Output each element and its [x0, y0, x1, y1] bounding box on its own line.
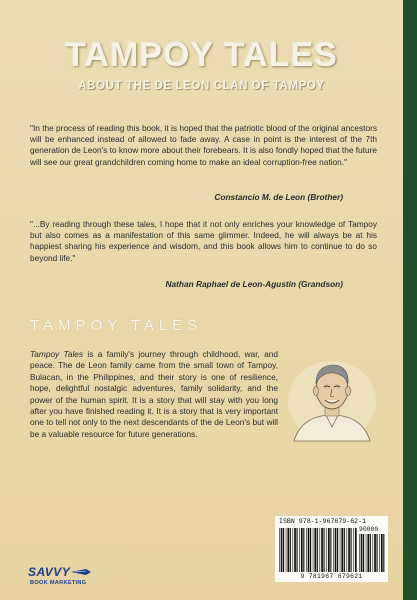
- barcode-digits: 9 781967 679621: [300, 573, 363, 580]
- book-subtitle: ABOUT THE DE LEON CLAN OF TAMPOY: [78, 80, 325, 92]
- publisher-logo: [28, 565, 98, 593]
- author-portrait-sketch: [286, 351, 378, 443]
- quote-1-text: "In the process of reading this book, it is hoped that the patriotic blood of the original ancestors will be enhanced instead of allowed to fade away. A case in point is the interest of the 7th generation de Leon's to know more about their forebears. It is also fondly hoped that the future will see our great grandchildren coming home to make an ideal corruption-free nation.": [30, 123, 377, 167]
- isbn-label: ISBN 978-1-967679-62-1: [279, 518, 367, 525]
- section-title: TAMPOY TALES: [30, 317, 203, 334]
- publisher-name: SAVVY: [28, 565, 71, 579]
- price-code: 90000: [359, 526, 379, 533]
- price-barcode-bars: [359, 534, 385, 572]
- blurb-book-title: Tampoy Tales: [30, 349, 84, 359]
- book-title: TAMPOY TALES: [65, 36, 338, 74]
- blurb-text: is a family's journey through childhood, war, and peace. The de Leon family came from the small town of Tampoy, Bulacan, in the Philippines, and their story is one of resilience, hope, delightful nostalgic adventures, family solidarity, and the power of the human spirit. It is a story that will stay with you long after you have finished reading it. It is a story that is very important one to tell not only to the next descendants of the de Leon's but will be a valuable resource for future generations.: [30, 349, 278, 439]
- quote-1-attribution: Constancio M. de Leon (Brother): [214, 192, 343, 202]
- quote-2-text: "...By reading through these tales, I hope that it not only enriches your knowledge of Tampoy but also comes as a manifestation of this same glimmer. Indeed, he will always be at his happiest sharing his experience and wisdom, and this book allows him to continue to do so beyond life.": [30, 219, 377, 263]
- spine-edge: [403, 0, 417, 600]
- barcode-bars: [279, 528, 357, 572]
- publisher-tagline: BOOK MARKETING: [30, 580, 87, 586]
- isbn-barcode: [275, 516, 388, 582]
- quote-2-attribution: Nathan Raphael de Leon-Agustin (Grandson): [165, 279, 343, 289]
- pen-icon: [70, 566, 92, 578]
- book-blurb: [30, 349, 378, 445]
